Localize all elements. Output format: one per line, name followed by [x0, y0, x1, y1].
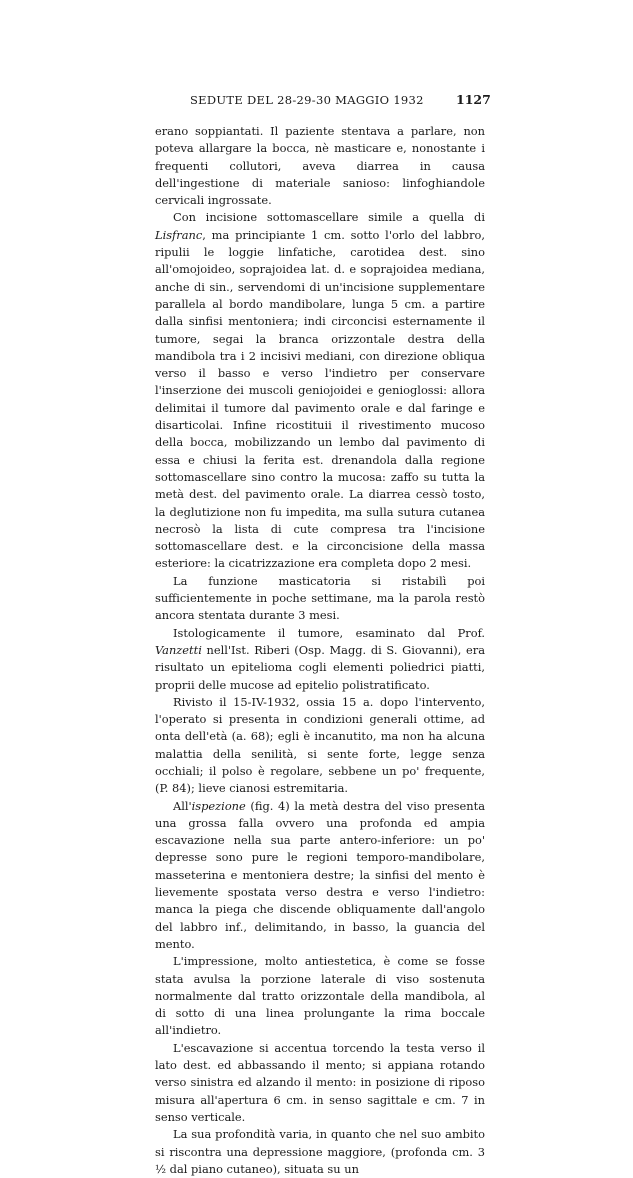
paragraph: All'ispezione (fig. 4) la metà destra del viso presenta una grossa falla ovvero una profonda ed ampia escavazione nella sua parte antero-inferiore: un po' depresse sono pure le regioni temporo-mandibolare, masseterina e mentoniera destre; la sinfisi del mento è lievemente spostata verso destra e verso l'indietro: manca la piega che discende obliquamente dall'angolo del labbro inf., delimitando, in basso, la guancia del mento.: [155, 798, 485, 951]
paragraph: Istologicamente il tumore, esaminato dal Prof. Vanzetti nell'Ist. Riberi (Osp. Magg. di S. Giovanni), era risultato un epitelioma cogli elementi poliedrici piatti, proprii delle mucose ad epitelio polistratificato.: [155, 625, 485, 692]
running-title: SEDUTE DEL 28-29-30 MAGGIO 1932: [190, 93, 424, 107]
paragraph: Rivisto il 15-IV-1932, ossia 15 a. dopo l'intervento, l'operato si presenta in condizioni generali ottime, ad onta dell'età (a. 68); egli è incanutito, ma non ha alcuna malattia della senilità, si sente forte, legge senza occhiali; il polso è regolare, sebbene un po' frequente, (P. 84); lieve cianosi estremitaria.: [155, 694, 485, 796]
body-text: [155, 123, 485, 1178]
paragraph: L'escavazione si accentua torcendo la testa verso il lato dest. ed abbassando il mento; si appiana rotando verso sinistra ed alzando il mento: in posizione di riposo misura all'apertura 6 cm. in senso sagittale e cm. 7 in senso verticale.: [155, 1040, 485, 1124]
page-number: 1127: [456, 92, 491, 107]
paragraph: erano soppiantati. Il paziente stentava a parlare, non poteva allargare la bocca, nè masticare e, nonostante i frequenti collutori, aveva diarrea in causa dell'ingestione di materiale sanioso: linfoghiandole cervicali ingrossate.: [155, 124, 485, 208]
paragraph: La sua profondità varia, in quanto che nel suo ambito si riscontra una depressione maggiore, (profonda cm. 3 ½ dal piano cutaneo), situata su un: [155, 1127, 485, 1176]
paragraph: Con incisione sottomascellare simile a quella di Lisfranc, ma principiante 1 cm. sotto l'orlo del labbro, ripulii le loggie linfatiche, carotidea dest. sino all'omojoideo, soprajoidea lat. d. e soprajoidea mediana, anche di sin., servendomi di un'incisione supplementare parallela al bordo mandibolare, lunga 5 cm. a partire dalla sinfisi mentoniera; indi circoncisi esternamente il tumore, segai la branca orizzontale destra della mandibola tra i 2 incisivi mediani, con direzione obliqua verso il basso e verso l'indietro per conservare l'inserzione dei muscoli geniojoidei e genioglossi: allora delimitai il tumore dal pavimento orale e dal faringe e disarticolai. Infine ricostituii il rivestimento mucoso della bocca, mobilizzando un lembo dal pavimento di essa e chiusi la ferita est. drenandola dalla regione sottomascellare sino contro la mucosa: zaffo su tutta la metà dest. del pavimento orale. La diarrea cessò tosto, la deglutizione non fu impedita, ma sulla sutura cutanea necrosò la lista di cute compresa tra l'incisione sottomascellare dest. e la circoncisione della massa esteriore: la cicatrizzazione era completa dopo 2 mesi.: [155, 210, 485, 571]
paragraph: La funzione masticatoria si ristabilì poi sufficientemente in poche settimane, ma la parola restò ancora stentata durante 3 mesi.: [155, 573, 485, 623]
paragraph: L'impressione, molto antiestetica, è come se fosse stata avulsa la porzione laterale di viso sostenuta normalmente dal tratto orizzontale della mandibola, al di sotto di una linea prolungante la rima boccale all'indietro.: [155, 954, 485, 1038]
